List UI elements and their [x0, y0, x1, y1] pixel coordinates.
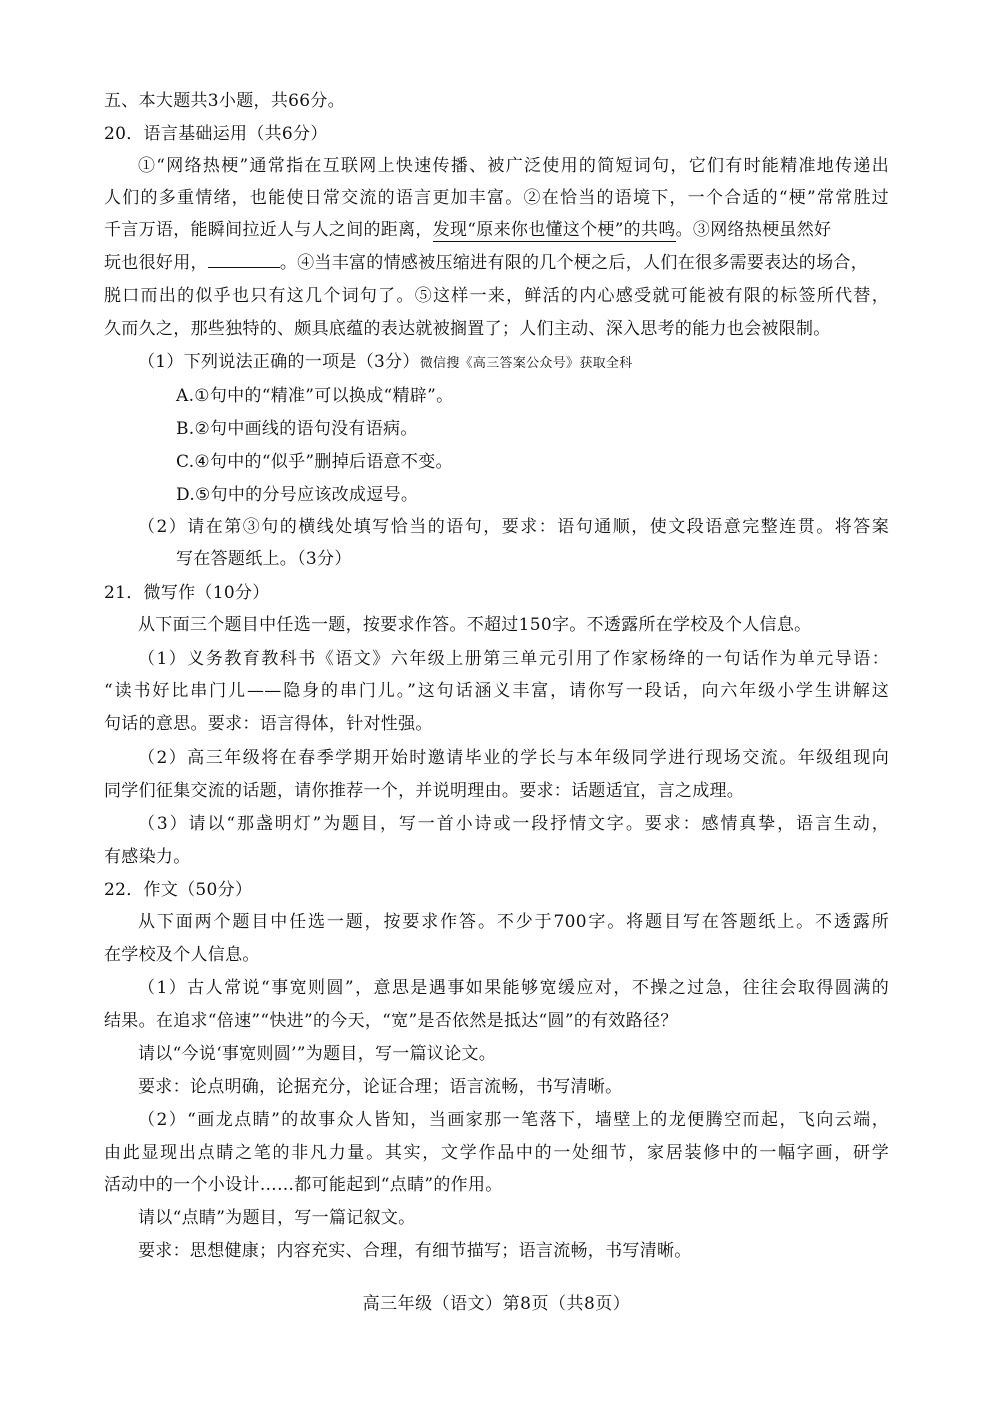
sub1-note: 微信搜《高三答案公众号》获取全科: [419, 356, 633, 371]
q22-essay-1-cont: 结果。在追求“倍速”“快进”的今天，“宽”是否依然是抵达“圆”的有效路径？: [104, 1011, 678, 1031]
q20-passage-line: 久而久之，那些独特的、颇具底蕴的表达就被搁置了；人们主动、深入思考的能力也会被限制。: [104, 319, 831, 339]
q20-passage-line: ①“网络热梗”通常指在互联网上快速传播、被广泛使用的简短词句，它们有时能精准地传递出: [138, 156, 889, 176]
passage-text: 玩也很好用，: [104, 253, 208, 273]
q20-sub2: （2）请在第③句的横线处填写恰当的语句，要求：语句通顺，使文段语意完整连贯。将答案: [138, 517, 889, 537]
passage-text: 千言万语，能瞬间拉近人与人之间的距离，: [104, 220, 433, 240]
q22-essay-2-req: 要求：思想健康；内容充实、合理，有细节描写；语言流畅，书写清晰。: [138, 1241, 692, 1261]
q22-essay-1-prompt: 请以“今说‘事宽则圆’”为题目，写一篇议论文。: [138, 1044, 497, 1064]
q22-title: 22．作文（50分）: [104, 880, 253, 900]
section-title: 五、本大题共3小题，共66分。: [104, 91, 345, 111]
q20-passage-line: 脱口而出的似乎也只有这几个词句了。⑤这样一来，鲜活的内心感受就可能被有限的标签所代替，: [104, 286, 889, 306]
q22-essay-2: （2）“画龙点睛”的故事众人皆知，当画家那一笔落下，墙壁上的龙便腾空而起，飞向云端，: [138, 1110, 889, 1130]
q21-topic-2-cont: 同学们征集交流的话题，请你推荐一个，并说明理由。要求：话题适宜，言之成理。: [104, 781, 745, 801]
q20-passage-line: [104, 252, 889, 274]
q21-title: 21．微写作（10分）: [104, 583, 270, 603]
underlined-sentence: 发现“原来你也懂这个梗”的共鸣: [432, 220, 676, 240]
q22-essay-1: （1）古人常说“事宽则圆”，意思是遇事如果能够宽缓应对，不操之过急，往往会取得圆满的: [138, 978, 889, 998]
q22-intro-cont: 在学校及个人信息。: [104, 945, 260, 965]
q22-essay-2-prompt: 请以“点睛”为题目，写一篇记叙文。: [138, 1208, 416, 1228]
q20-sub1: [138, 351, 889, 375]
option-a: A.①句中的“精准”可以换成“精辟”。: [176, 386, 454, 406]
option-c: C.④句中的“似乎”删掉后语意不变。: [176, 452, 453, 472]
q20-passage-line: [104, 219, 889, 241]
q21-topic-1-cont: “读书好比串门儿——隐身的串门儿。”这句话涵义丰富，请你写一段话，向六年级小学生讲解这: [104, 681, 889, 701]
q22-intro: 从下面两个题目中任选一题，按要求作答。不少于700字。将题目写在答题纸上。不透露所: [138, 912, 889, 932]
passage-text: 。④当丰富的情感被压缩进有限的几个梗之后，人们在很多需要表达的场合，: [279, 253, 869, 273]
q22-essay-2-cont: 由此显现出点睛之笔的非凡力量。其实，文学作品中的一处细节，家居装修中的一幅字画，研学: [104, 1143, 889, 1163]
q21-topic-2: （2）高三年级将在春季学期开始时邀请毕业的学长与本年级同学进行现场交流。年级组现向: [138, 748, 889, 768]
q21-topic-1: （1）义务教育教科书《语文》六年级上册第三单元引用了作家杨绛的一句话作为单元导语：: [138, 649, 889, 669]
q20-passage-line: 人们的多重情绪，也能使日常交流的语言更加丰富。②在恰当的语境下，一个合适的“梗”常常胜过: [104, 188, 889, 208]
sub1-text: （1）下列说法正确的一项是（3分）: [138, 352, 420, 372]
q21-topic-3: （3）请以“那盏明灯”为题目，写一首小诗或一段抒情文字。要求：感情真挚，语言生动，: [138, 814, 889, 834]
q20-title: 20．语言基础运用（共6分）: [104, 124, 328, 144]
option-d: D.⑤句中的分号应该改成逗号。: [176, 485, 419, 505]
passage-text: 。③网络热梗虽然好: [675, 220, 832, 240]
q20-sub2-cont: 写在答题纸上。（3分）: [176, 549, 352, 569]
q21-topic-1-cont: 句话的意思。要求：语言得体，针对性强。: [104, 714, 433, 734]
page-footer: 高三年级（语文）第8页（共8页）: [362, 1294, 631, 1314]
q21-intro: 从下面三个题目中任选一题，按要求作答。不超过150字。不透露所在学校及个人信息。: [138, 615, 812, 635]
q22-essay-1-req: 要求：论点明确，论据充分，论证合理；语言流畅，书写清晰。: [138, 1077, 623, 1097]
option-b: B.②句中画线的语句没有语病。: [176, 419, 418, 439]
fill-blank: [208, 253, 280, 268]
q22-essay-2-cont: 活动中的一个小设计……都可能起到“点睛”的作用。: [104, 1175, 503, 1195]
q21-topic-3-cont: 有感染力。: [104, 847, 191, 867]
